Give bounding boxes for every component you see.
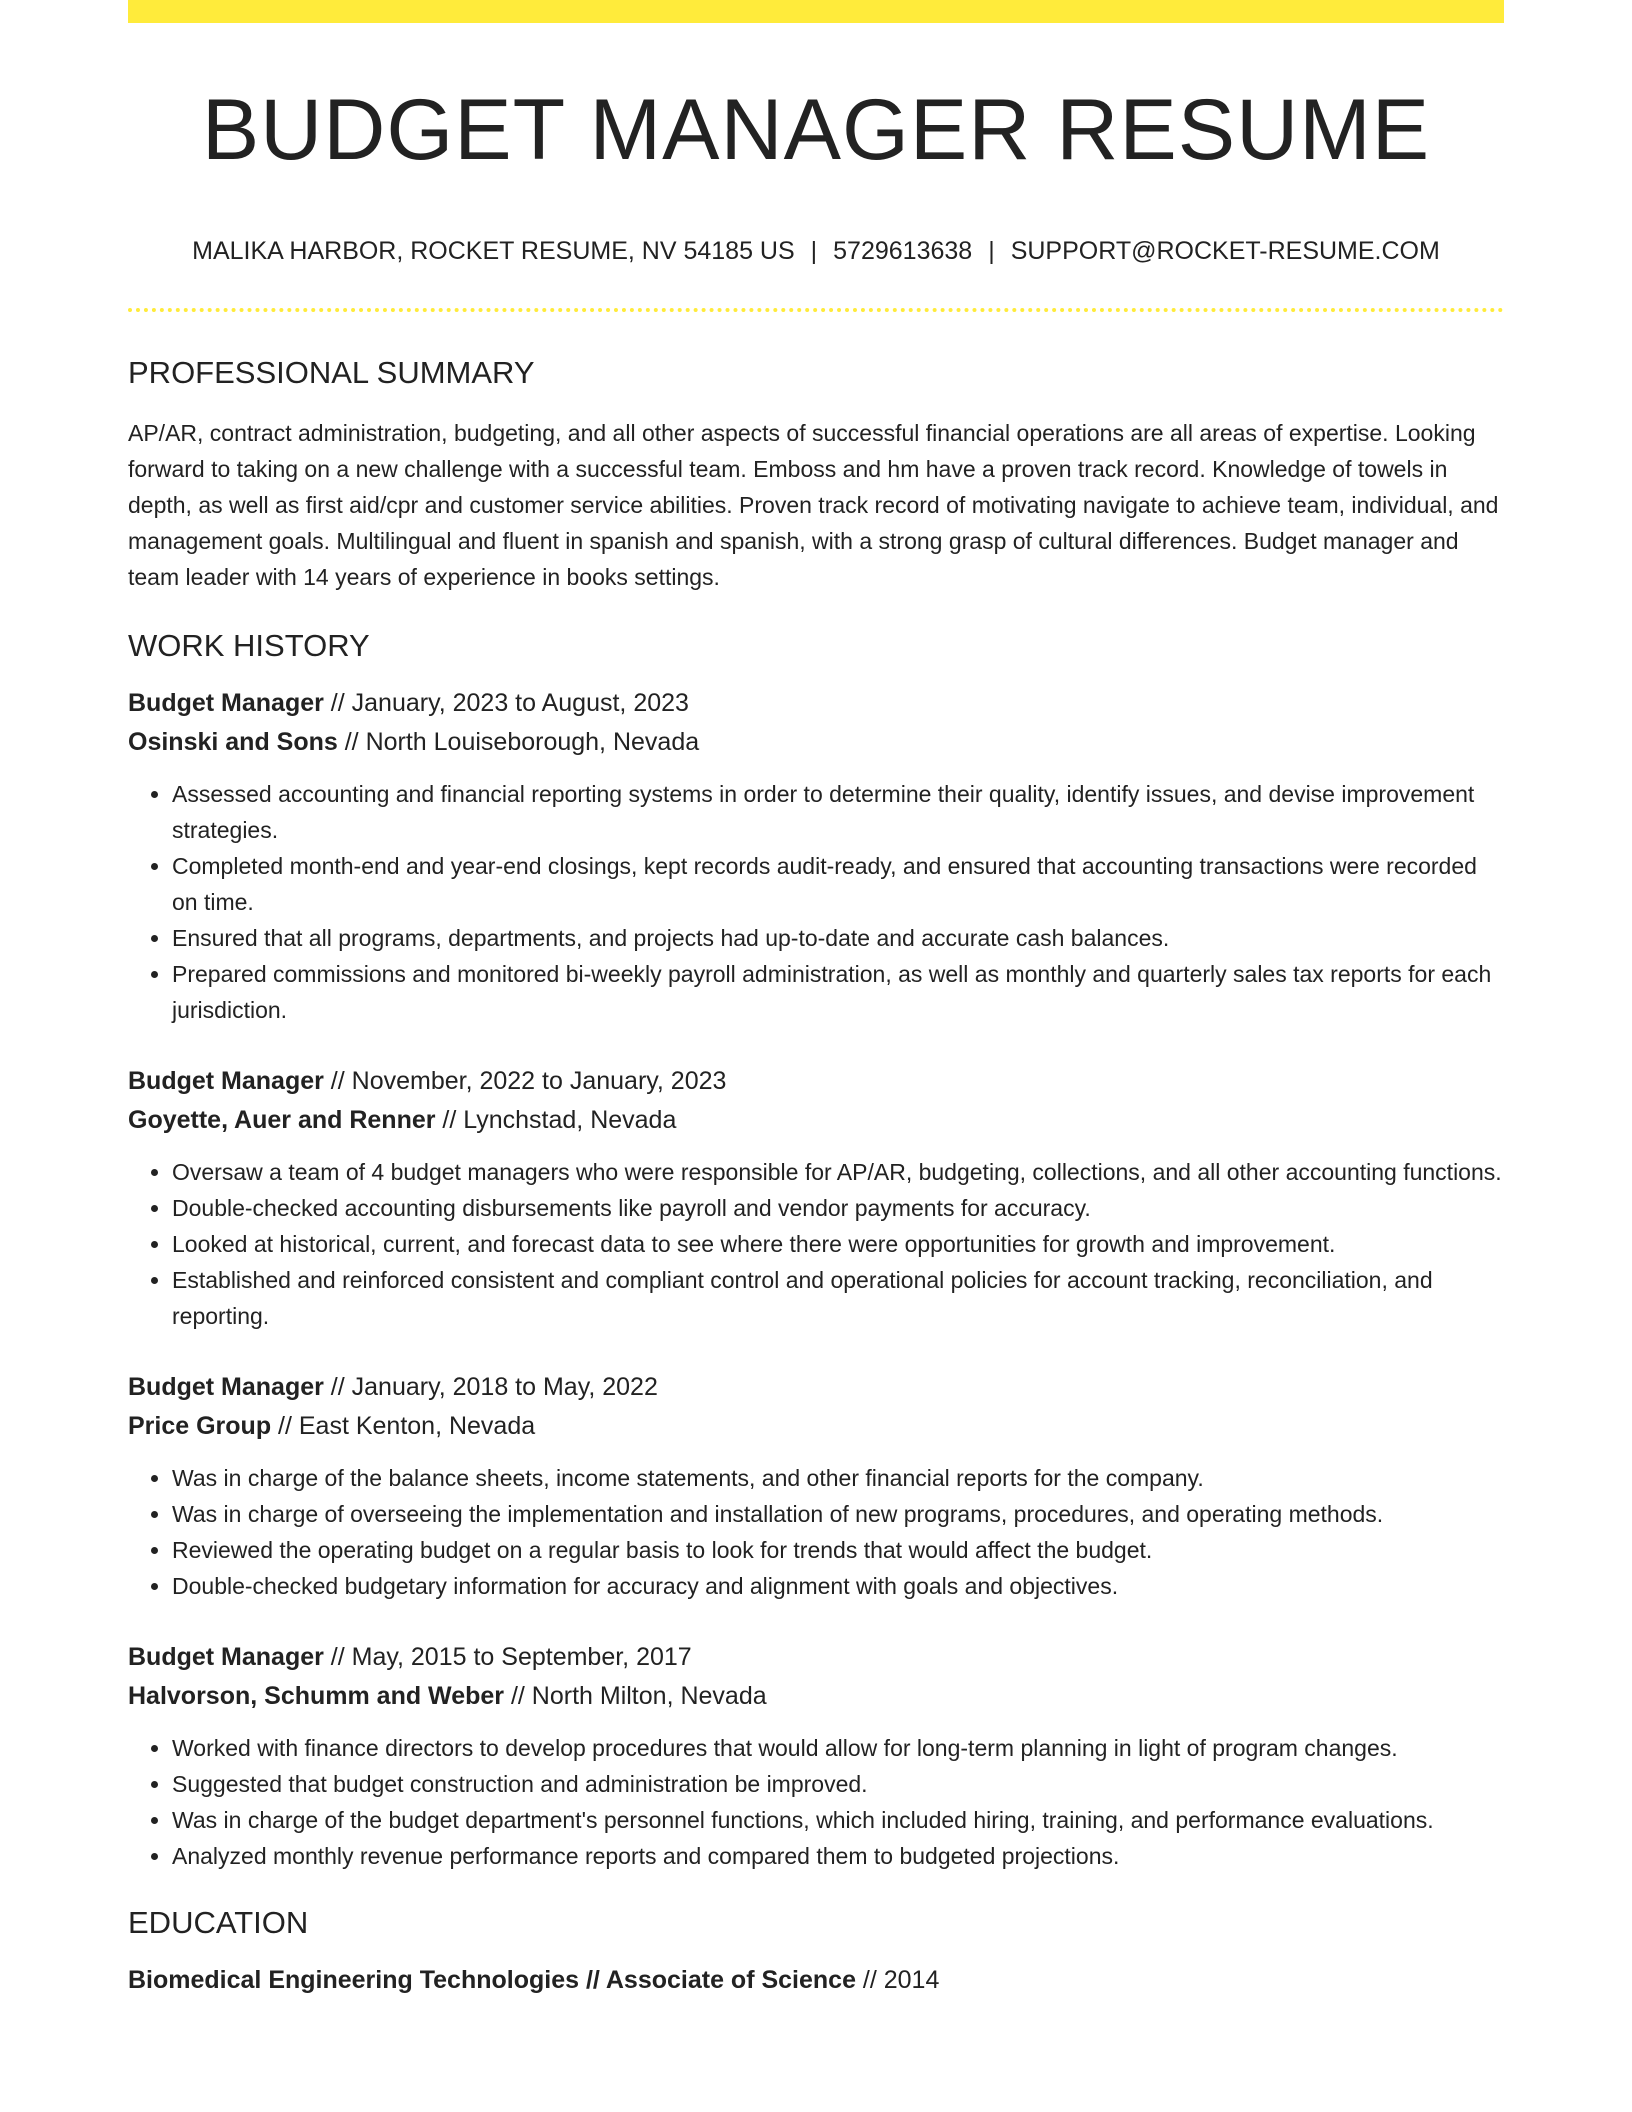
job-bullets (128, 1730, 1504, 1874)
job-title-line (128, 1638, 1504, 1677)
job-bullet: • Analyzed monthly revenue performance reports and compared them to budgeted projections. (172, 1838, 1504, 1874)
job-bullet: • Reviewed the operating budget on a regular basis to look for trends that would affect the budget. (172, 1532, 1504, 1568)
job-dates: // November, 2022 to January, 2023 (323, 1066, 727, 1095)
job-bullet: • Double-checked budgetary information for accuracy and alignment with goals and objectives. (172, 1568, 1504, 1604)
job-location: // North Louiseborough, Nevada (337, 727, 700, 756)
job-entry (128, 1062, 1504, 1334)
education-year: // 2014 (855, 1966, 940, 1995)
job-entry (128, 1368, 1504, 1604)
job-title: Budget Manager (128, 1372, 324, 1401)
job-title: Budget Manager (128, 1066, 324, 1095)
contact-separator: | (988, 236, 995, 265)
resume-title: BUDGET MANAGER RESUME (201, 82, 1431, 178)
job-bullet: • Worked with finance directors to develop procedures that would allow for long-term planning in light of program changes. (172, 1730, 1504, 1766)
work-history-heading: WORK HISTORY (128, 627, 370, 663)
job-bullet: • Was in charge of the budget department's personnel functions, which included hiring, training, and performance evaluations. (172, 1802, 1504, 1838)
job-bullets (128, 1154, 1504, 1334)
job-title: Budget Manager (128, 1642, 324, 1671)
education-entry (128, 1961, 1504, 2000)
job-bullet: • Was in charge of overseeing the implementation and installation of new programs, procedures, and operating methods. (172, 1496, 1504, 1532)
contact-phone: 5729613638 (833, 236, 973, 265)
resume-page (128, 0, 1504, 2000)
job-dates: // May, 2015 to September, 2017 (323, 1642, 692, 1671)
job-company-line (128, 1101, 1504, 1140)
education-degree: Biomedical Engineering Technologies // Associate of Science (128, 1966, 856, 1995)
job-location: // North Milton, Nevada (504, 1681, 767, 1710)
job-title: Budget Manager (128, 688, 324, 717)
job-company: Goyette, Auer and Renner (128, 1105, 436, 1134)
job-bullet: • Assessed accounting and financial reporting systems in order to determine their quality, identify issues, and devise improvement strategies. (172, 776, 1504, 848)
contact-line (128, 236, 1504, 266)
job-bullet: • Double-checked accounting disbursements like payroll and vendor payments for accuracy. (172, 1190, 1504, 1226)
job-bullets (128, 1460, 1504, 1604)
job-dates: // January, 2023 to August, 2023 (323, 688, 689, 717)
work-history-list (128, 684, 1504, 1874)
job-bullet: • Ensured that all programs, departments, and projects had up-to-date and accurate cash balances. (172, 920, 1504, 956)
job-location: // Lynchstad, Nevada (435, 1105, 677, 1134)
job-title-line (128, 1062, 1504, 1101)
job-company: Price Group (128, 1411, 272, 1440)
job-bullet: • Suggested that budget construction and administration be improved. (172, 1766, 1504, 1802)
job-title-line (128, 684, 1504, 723)
job-bullet: • Looked at historical, current, and forecast data to see where there were opportunities for growth and improvement. (172, 1226, 1504, 1262)
job-company-line (128, 723, 1504, 762)
job-bullet: • Prepared commissions and monitored bi-weekly payroll administration, as well as monthly and quarterly sales tax reports for each jurisdiction. (172, 956, 1504, 1028)
summary-text: AP/AR, contract administration, budgeting, and all other aspects of successful financial operations are all areas of expertise. Looking forward to taking on a new challenge with a successful team. Emboss and hm have a proven track record. Knowledge of towels in depth, as well as first aid/cpr and customer service abilities. Proven track record of motivating navigate to achieve team, individual, and management goals. Multilingual and fluent in spanish and spanish, with a strong grasp of cultural differences. Budget manager and team leader with 14 years of experience in books settings. (128, 419, 1499, 590)
contact-address: MALIKA HARBOR, ROCKET RESUME, NV 54185 US (192, 236, 795, 265)
job-bullet: • Established and reinforced consistent and compliant control and operational policies for account tracking, reconciliation, and reporting. (172, 1262, 1504, 1334)
job-dates: // January, 2018 to May, 2022 (323, 1372, 658, 1401)
job-bullet: • Was in charge of the balance sheets, income statements, and other financial reports for the company. (172, 1460, 1504, 1496)
job-location: // East Kenton, Nevada (271, 1411, 536, 1440)
job-company: Osinski and Sons (128, 727, 338, 756)
job-bullet: • Oversaw a team of 4 budget managers who were responsible for AP/AR, budgeting, collections, and all other accounting functions. (172, 1154, 1504, 1190)
contact-separator: | (810, 236, 818, 265)
job-entry (128, 1638, 1504, 1874)
job-title-line (128, 1368, 1504, 1407)
job-bullets (128, 776, 1504, 1028)
summary-heading: PROFESSIONAL SUMMARY (128, 354, 535, 390)
job-entry (128, 684, 1504, 1028)
education-heading: EDUCATION (128, 1904, 309, 1940)
job-company: Halvorson, Schumm and Weber (128, 1681, 505, 1710)
job-company-line (128, 1677, 1504, 1716)
dotted-divider (128, 308, 1504, 312)
job-company-line (128, 1407, 1504, 1446)
top-accent-bar (128, 0, 1504, 23)
job-bullet: • Completed month-end and year-end closings, kept records audit-ready, and ensured that accounting transactions were recorded on time. (172, 848, 1504, 920)
contact-email: SUPPORT@ROCKET-RESUME.COM (1010, 236, 1440, 265)
